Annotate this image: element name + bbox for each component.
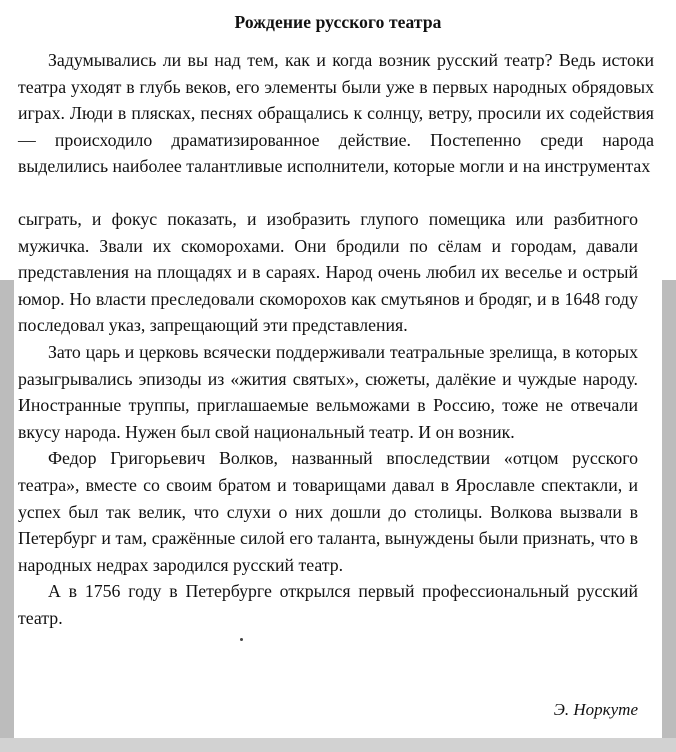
paragraph-2: Зато царь и церковь всячески поддерживали театральные зрелища, в которых разыгрывались эпизоды из «жития святых», сюжеты, далёкие и чуждые народу. Иностранные труппы, приглашаемые вельможами в Россию, тоже не отвечали вкусу народа. Нужен был свой национальный театр. И он возник.: [18, 341, 638, 442]
page-shadow-bottom: [0, 738, 676, 752]
paragraph-3: Федор Григорьевич Волков, названный впоследствии «отцом русского театра», вместе со своим братом и товарищами давал в Ярославле спектакли, и успех был так велик, что слухи о них дошли до столицы. Волкова вызвали в Петербург и там, сражённые силой его таланта, вынуждены были признать, что в народных недрах зародился русский театр.: [18, 448, 638, 575]
text-block-upper: [18, 47, 654, 180]
page-shadow-right: [662, 280, 676, 752]
paragraph-1-tail: сыграть, и фокус показать, и изобразить глупого помещика или разбитного мужичка. Звали их скоморохами. Они бродили по сёлам и городам, давали представления на площадях и в сараях. Народ очень любил их веселье и острый юмор. Но власти преследовали скоморохов как смутьянов и бродяг, и в 1648 году последовал указ, запрещающий эти представления.: [18, 209, 638, 336]
paragraph-4: А в 1756 году в Петербурге открылся первый профессиональный русский театр.: [18, 581, 638, 628]
text-block-main: [18, 206, 638, 632]
document-title: Рождение русского театра: [234, 12, 442, 32]
paragraph-1-head: Задумывались ли вы над тем, как и когда возник русский театр? Ведь истоки театра уходят в глубь веков, его элементы были уже в первых народных обрядовых играх. Люди в плясках, песнях обращались к солнцу, ветру, просили их содействия — происходило драматизированное действие. Постепенно среди народа выделились наиболее талантливые исполнители, которые могли и на инструментах: [18, 50, 654, 177]
author-signature: Э. Норкуте: [553, 700, 638, 719]
document-page: [14, 0, 662, 738]
stray-dot: [240, 638, 243, 641]
page-shadow-left: [0, 280, 14, 752]
